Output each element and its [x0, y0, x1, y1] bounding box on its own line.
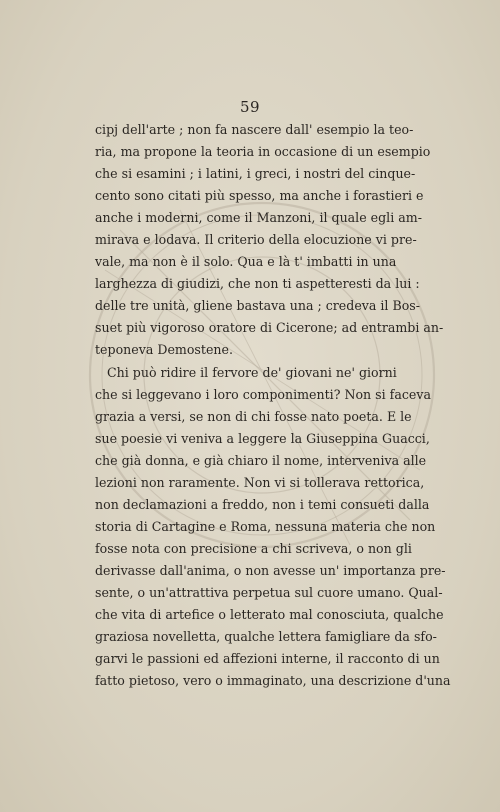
text-line: graziosa novelletta, qualche lettera famigliare da sfo-: [95, 629, 437, 645]
text-line: che si esamini ; i latini, i greci, i nostri del cinque-: [95, 166, 416, 182]
text-line: che vita di artefice o letterato mal conosciuta, qualche: [95, 607, 444, 623]
paragraph: [95, 119, 444, 362]
text-line: larghezza di giudizi, che non ti aspetteresti da lui :: [95, 276, 420, 292]
text-line: teponeva Demostene.: [95, 342, 233, 358]
text-line: mirava e lodava. Il criterio della elocuzione vi pre-: [95, 232, 417, 248]
text-line: storia di Cartagine e Roma, nessuna materia che non: [95, 518, 436, 534]
text-line: delle tre unità, gliene bastava una ; credeva il Bos-: [95, 298, 421, 314]
text-line: Chi può ridire il fervore de' giovani ne' giorni: [107, 364, 397, 380]
text-line: grazia a versi, se non di chi fosse nato poeta. E le: [95, 408, 412, 424]
text-line: cipj dell'arte ; non fa nascere dall' esempio la teo-: [95, 122, 414, 137]
text-line: anche i moderni, come il Manzoni, il quale egli am-: [95, 210, 422, 226]
page-number: 59: [239, 98, 261, 116]
text-line: sente, o un'attrattiva perpetua sul cuore umano. Qual-: [95, 584, 443, 600]
text-line: garvi le passioni ed affezioni interne, il racconto di un: [95, 651, 440, 667]
paragraph: [95, 362, 451, 693]
text-line: non declamazioni a freddo, non i temi consueti dalla: [95, 496, 430, 512]
text-line: fosse nota con precisione a chi scriveva, o non gli: [95, 540, 412, 556]
text-line: derivasse dall'anima, o non avesse un' importanza pre-: [95, 562, 446, 578]
text-line: suet più vigoroso oratore di Cicerone; ad entrambi an-: [95, 320, 444, 336]
text-line: ria, ma propone la teoria in occasione di un esempio: [95, 144, 431, 160]
text-line: lezioni non raramente. Non vi si tollerava rettorica,: [95, 474, 425, 490]
text-line: che si leggevano i loro componimenti? Non si faceva: [95, 386, 431, 402]
body-text: [95, 119, 451, 692]
text-line: vale, ma non è il solo. Qua e là t' imbatti in una: [95, 254, 397, 270]
text-line: fatto pietoso, vero o immaginato, una descrizione d'una: [95, 673, 451, 689]
text-line: sue poesie vi veniva a leggere la Giuseppina Guacci,: [95, 430, 430, 446]
text-line: cento sono citati più spesso, ma anche i forastieri e: [95, 188, 424, 204]
text-line: che già donna, e già chiaro il nome, interveniva alle: [95, 452, 427, 468]
